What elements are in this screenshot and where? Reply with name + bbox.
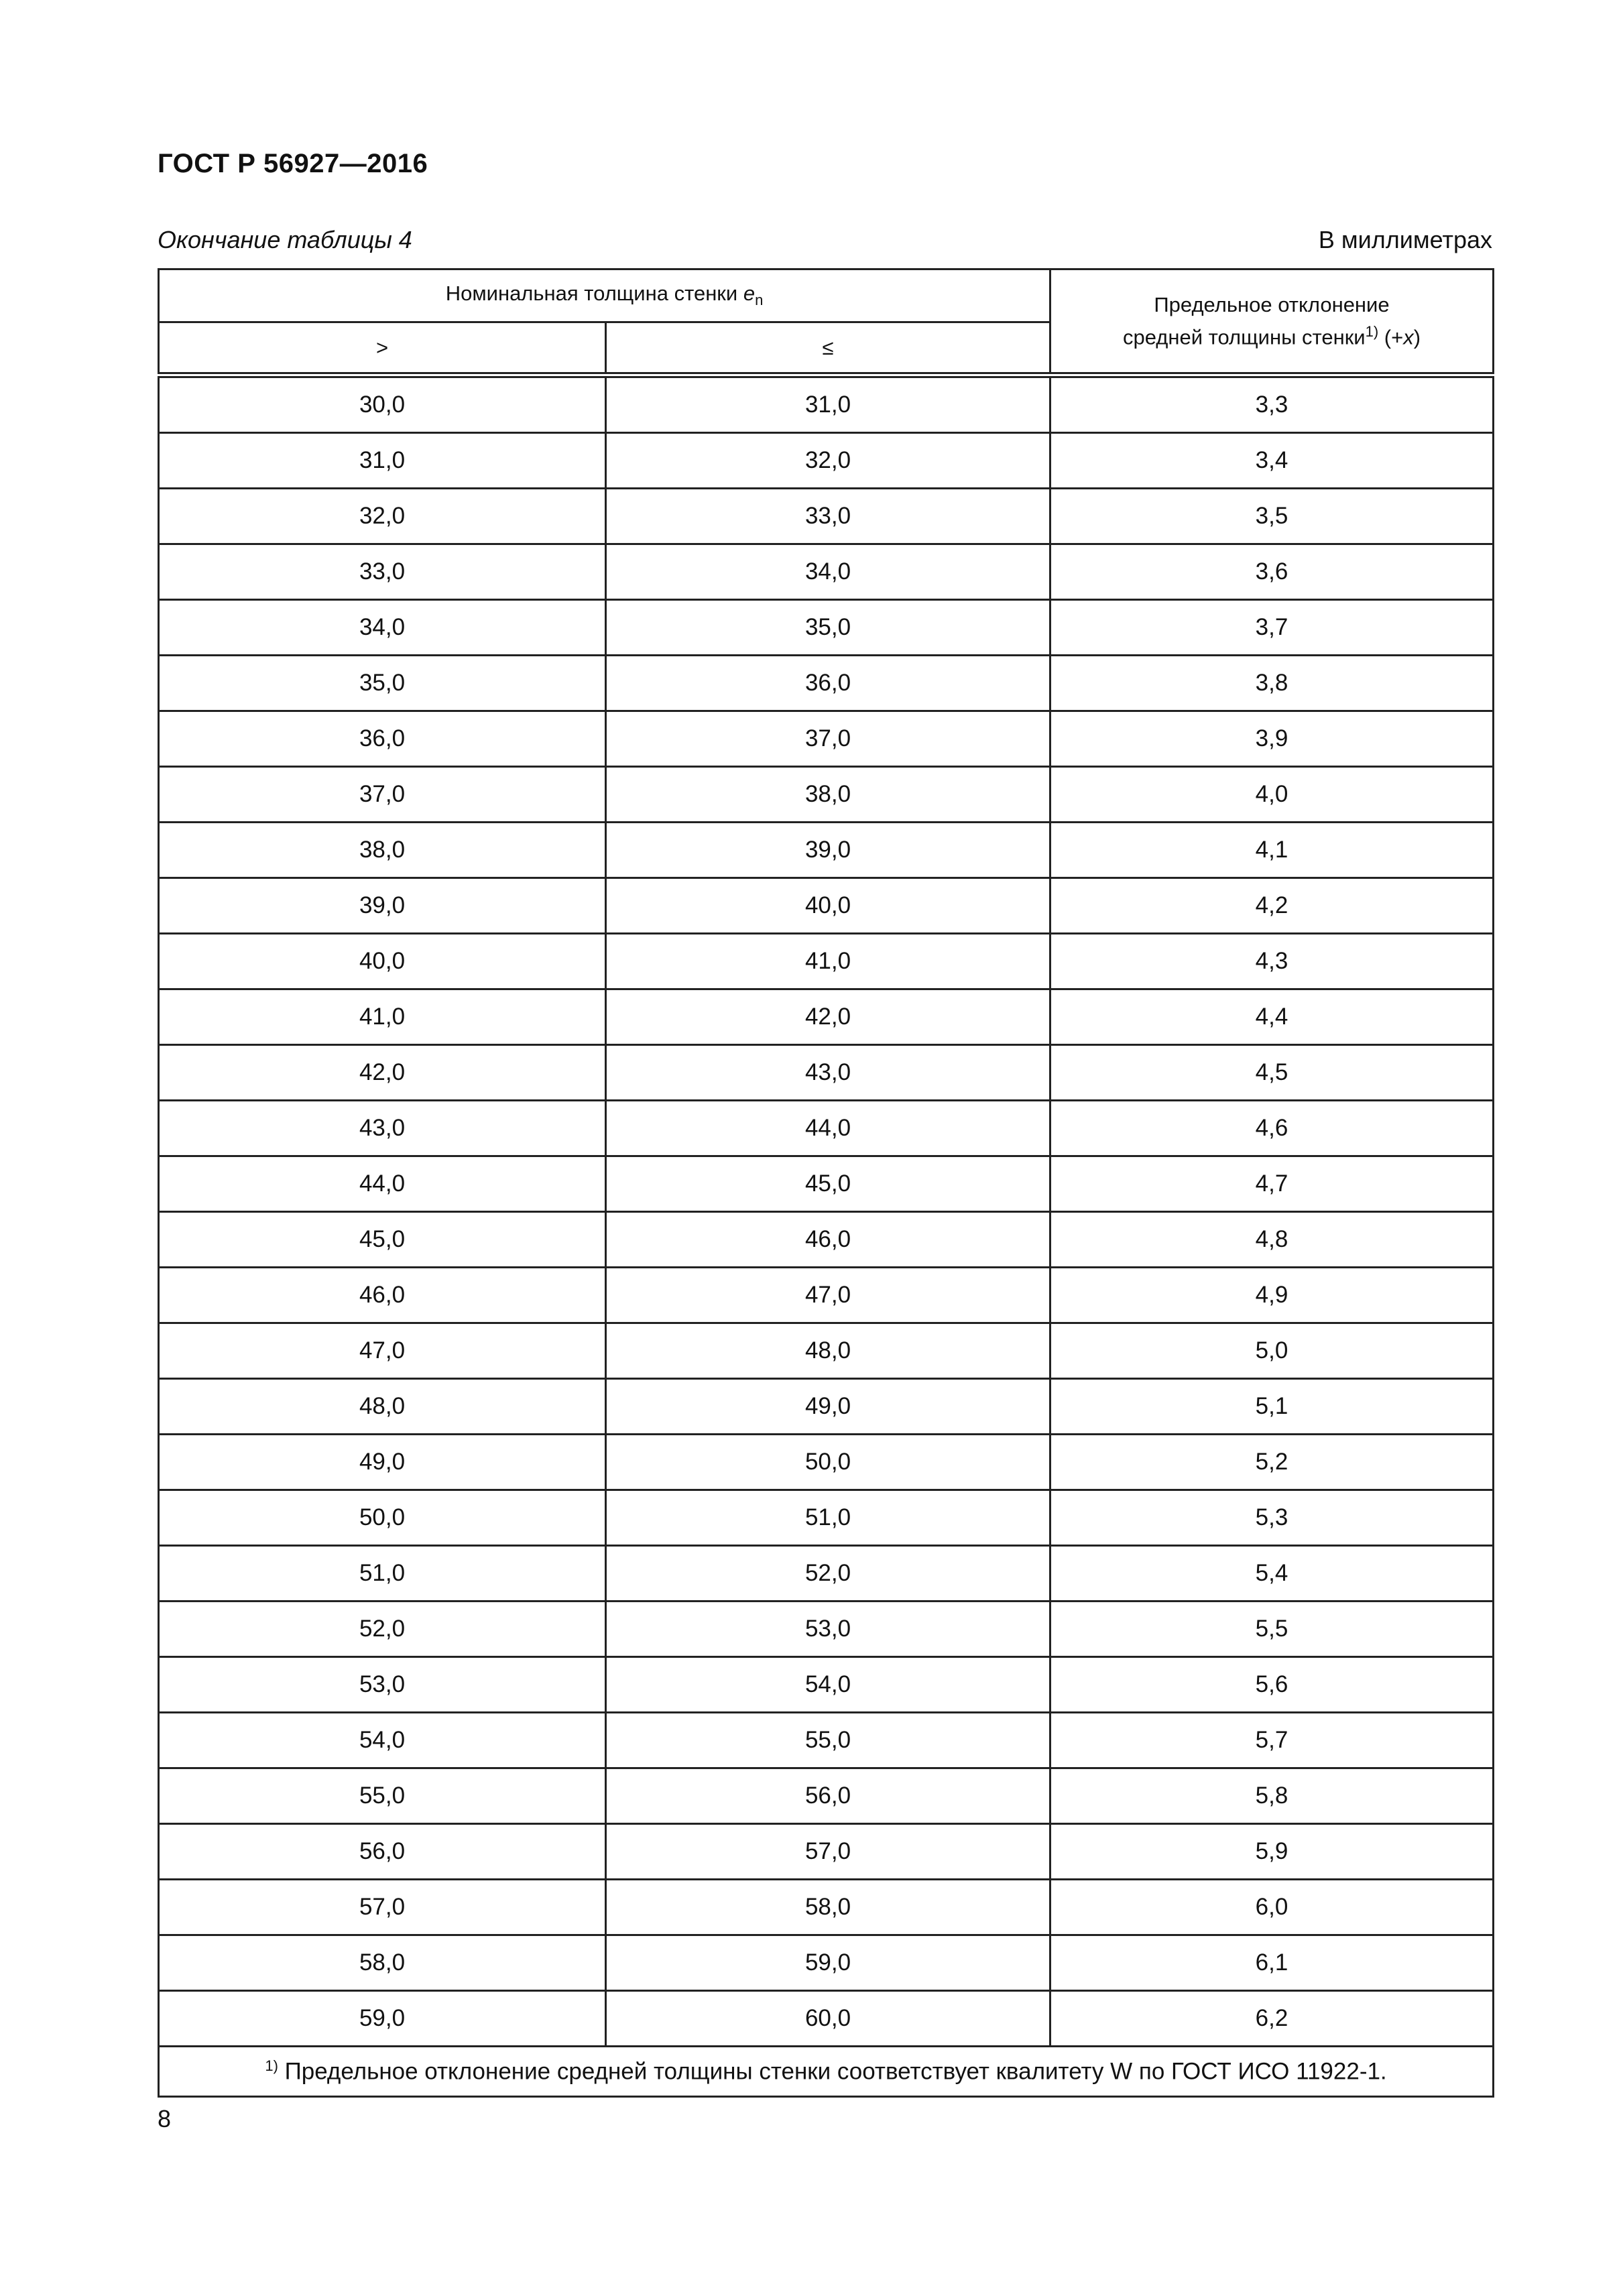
cell-less-or-equal: 32,0	[606, 433, 1050, 489]
table-body	[159, 375, 1494, 2047]
table-row	[159, 1657, 1494, 1713]
cell-greater-than: 33,0	[159, 544, 606, 600]
cell-less-or-equal: 47,0	[606, 1268, 1050, 1323]
table-row	[159, 1880, 1494, 1935]
table-row	[159, 600, 1494, 656]
table-header	[159, 269, 1494, 375]
deviation-header: Предельное отклонение средней толщины стенки$^{1)}$ (+x)	[1050, 269, 1494, 375]
cell-deviation: 3,4	[1050, 433, 1494, 489]
table-row	[159, 1045, 1494, 1101]
cell-deviation: 6,2	[1050, 1991, 1494, 2047]
column-header-less-or-equal: ≤	[606, 322, 1050, 375]
cell-greater-than: 58,0	[159, 1935, 606, 1991]
cell-less-or-equal: 50,0	[606, 1435, 1050, 1490]
cell-deviation: 5,2	[1050, 1435, 1494, 1490]
cell-greater-than: 36,0	[159, 711, 606, 767]
cell-less-or-equal: 41,0	[606, 934, 1050, 989]
cell-greater-than: 50,0	[159, 1490, 606, 1546]
cell-deviation: 5,9	[1050, 1824, 1494, 1880]
cell-greater-than: 48,0	[159, 1379, 606, 1435]
cell-deviation: 4,9	[1050, 1268, 1494, 1323]
cell-deviation: 4,7	[1050, 1156, 1494, 1212]
cell-deviation: 3,9	[1050, 711, 1494, 767]
table-row	[159, 989, 1494, 1045]
table-row	[159, 767, 1494, 823]
cell-less-or-equal: 48,0	[606, 1323, 1050, 1379]
table-row	[159, 1268, 1494, 1323]
cell-greater-than: 35,0	[159, 656, 606, 711]
table-row	[159, 934, 1494, 989]
table-row	[159, 1991, 1494, 2047]
cell-deviation: 4,5	[1050, 1045, 1494, 1101]
table-row	[159, 1212, 1494, 1268]
cell-greater-than: 43,0	[159, 1101, 606, 1156]
cell-greater-than: 46,0	[159, 1268, 606, 1323]
table-row	[159, 1435, 1494, 1490]
table-row	[159, 1156, 1494, 1212]
cell-greater-than: 31,0	[159, 433, 606, 489]
cell-deviation: 5,7	[1050, 1713, 1494, 1768]
cell-deviation: 3,5	[1050, 489, 1494, 544]
cell-greater-than: 40,0	[159, 934, 606, 989]
cell-greater-than: 41,0	[159, 989, 606, 1045]
cell-less-or-equal: 51,0	[606, 1490, 1050, 1546]
cell-less-or-equal: 38,0	[606, 767, 1050, 823]
table-row	[159, 656, 1494, 711]
cell-less-or-equal: 36,0	[606, 656, 1050, 711]
table-row	[159, 489, 1494, 544]
cell-greater-than: 47,0	[159, 1323, 606, 1379]
table-row	[159, 1101, 1494, 1156]
cell-deviation: 4,1	[1050, 823, 1494, 878]
tolerance-table	[158, 268, 1494, 2098]
cell-greater-than: 30,0	[159, 375, 606, 433]
cell-deviation: 4,0	[1050, 767, 1494, 823]
table-row	[159, 1602, 1494, 1657]
cell-greater-than: 42,0	[159, 1045, 606, 1101]
cell-deviation: 4,6	[1050, 1101, 1494, 1156]
cell-greater-than: 51,0	[159, 1546, 606, 1602]
cell-deviation: 5,4	[1050, 1546, 1494, 1602]
page-number: 8	[158, 2105, 172, 2132]
cell-greater-than: 57,0	[159, 1880, 606, 1935]
cell-deviation: 6,0	[1050, 1880, 1494, 1935]
cell-less-or-equal: 42,0	[606, 989, 1050, 1045]
table-row	[159, 1546, 1494, 1602]
cell-less-or-equal: 55,0	[606, 1713, 1050, 1768]
cell-less-or-equal: 39,0	[606, 823, 1050, 878]
table-row	[159, 711, 1494, 767]
table-row	[159, 823, 1494, 878]
cell-deviation: 5,6	[1050, 1657, 1494, 1713]
table-row	[159, 544, 1494, 600]
cell-greater-than: 37,0	[159, 767, 606, 823]
cell-less-or-equal: 57,0	[606, 1824, 1050, 1880]
table-caption: Окончание таблицы 4	[158, 226, 412, 253]
table-row	[159, 1323, 1494, 1379]
cell-less-or-equal: 53,0	[606, 1602, 1050, 1657]
cell-deviation: 5,8	[1050, 1768, 1494, 1824]
cell-less-or-equal: 33,0	[606, 489, 1050, 544]
cell-less-or-equal: 35,0	[606, 600, 1050, 656]
cell-less-or-equal: 60,0	[606, 1991, 1050, 2047]
cell-less-or-equal: 40,0	[606, 878, 1050, 934]
cell-deviation: 4,8	[1050, 1212, 1494, 1268]
cell-deviation: 4,2	[1050, 878, 1494, 934]
cell-greater-than: 59,0	[159, 1991, 606, 2047]
cell-deviation: 6,1	[1050, 1935, 1494, 1991]
nominal-thickness-header: Номинальная толщина стенки $e_n$	[159, 269, 1050, 322]
cell-less-or-equal: 31,0	[606, 375, 1050, 433]
cell-greater-than: 55,0	[159, 1768, 606, 1824]
cell-less-or-equal: 43,0	[606, 1045, 1050, 1101]
cell-less-or-equal: 44,0	[606, 1101, 1050, 1156]
cell-greater-than: 52,0	[159, 1602, 606, 1657]
cell-less-or-equal: 45,0	[606, 1156, 1050, 1212]
table-row	[159, 433, 1494, 489]
document-title: ГОСТ Р 56927—2016	[158, 149, 428, 178]
table-row	[159, 1490, 1494, 1546]
cell-less-or-equal: 34,0	[606, 544, 1050, 600]
cell-greater-than: 34,0	[159, 600, 606, 656]
table-row	[159, 1824, 1494, 1880]
cell-less-or-equal: 54,0	[606, 1657, 1050, 1713]
cell-greater-than: 56,0	[159, 1824, 606, 1880]
cell-less-or-equal: 46,0	[606, 1212, 1050, 1268]
cell-less-or-equal: 52,0	[606, 1546, 1050, 1602]
cell-less-or-equal: 49,0	[606, 1379, 1050, 1435]
cell-less-or-equal: 59,0	[606, 1935, 1050, 1991]
cell-deviation: 4,4	[1050, 989, 1494, 1045]
cell-greater-than: 38,0	[159, 823, 606, 878]
units-caption: В миллиметрах	[1318, 226, 1492, 253]
cell-deviation: 5,5	[1050, 1602, 1494, 1657]
table-row	[159, 375, 1494, 433]
cell-deviation: 3,6	[1050, 544, 1494, 600]
cell-deviation: 5,0	[1050, 1323, 1494, 1379]
column-header-greater-than: >	[159, 322, 606, 375]
cell-greater-than: 44,0	[159, 1156, 606, 1212]
table-row	[159, 1713, 1494, 1768]
cell-deviation: 3,3	[1050, 375, 1494, 433]
cell-deviation: 4,3	[1050, 934, 1494, 989]
table-footnote-section	[159, 2047, 1494, 2097]
cell-deviation: 5,1	[1050, 1379, 1494, 1435]
table-row	[159, 878, 1494, 934]
table-row	[159, 1935, 1494, 1991]
cell-deviation: 3,7	[1050, 600, 1494, 656]
cell-greater-than: 39,0	[159, 878, 606, 934]
table-footnote: $^{1)}$ Предельное отклонение средней толщины стенки соответствует квалитету W по ГОСТ ИСО 11922-1.	[159, 2047, 1494, 2097]
cell-deviation: 3,8	[1050, 656, 1494, 711]
cell-greater-than: 45,0	[159, 1212, 606, 1268]
cell-deviation: 5,3	[1050, 1490, 1494, 1546]
cell-greater-than: 54,0	[159, 1713, 606, 1768]
cell-less-or-equal: 37,0	[606, 711, 1050, 767]
cell-less-or-equal: 56,0	[606, 1768, 1050, 1824]
cell-greater-than: 49,0	[159, 1435, 606, 1490]
table-row	[159, 1379, 1494, 1435]
table-row	[159, 1768, 1494, 1824]
cell-greater-than: 53,0	[159, 1657, 606, 1713]
cell-greater-than: 32,0	[159, 489, 606, 544]
cell-less-or-equal: 58,0	[606, 1880, 1050, 1935]
